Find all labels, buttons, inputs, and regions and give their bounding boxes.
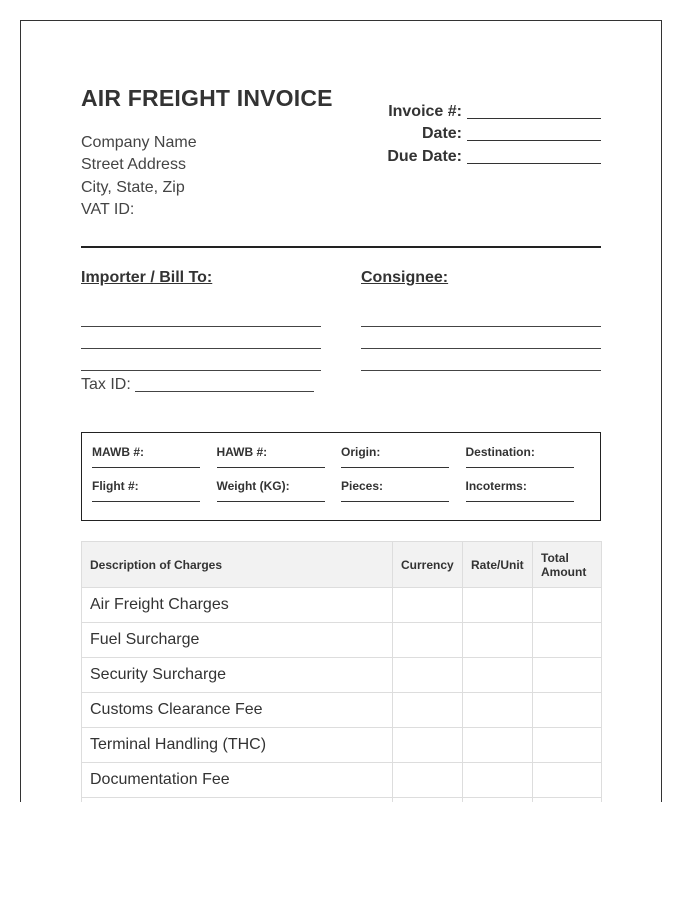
pieces-cell bbox=[341, 479, 449, 502]
charge-total-cell[interactable] bbox=[533, 728, 602, 763]
hawb-cell bbox=[217, 445, 325, 468]
flight-label: Flight #: bbox=[92, 479, 139, 493]
invoice-number-label: Invoice #: bbox=[388, 102, 462, 120]
weight-field[interactable] bbox=[217, 493, 325, 502]
charge-total-cell[interactable] bbox=[533, 658, 602, 693]
table-row bbox=[82, 658, 602, 693]
company-vat: VAT ID: bbox=[81, 200, 135, 218]
tax-id-row bbox=[81, 376, 314, 394]
due-date-field[interactable] bbox=[467, 148, 601, 164]
weight-cell bbox=[217, 479, 325, 502]
mawb-label: MAWB #: bbox=[92, 445, 144, 459]
shipment-details-box bbox=[81, 432, 601, 521]
charge-currency-cell[interactable] bbox=[393, 728, 463, 763]
mawb-cell bbox=[92, 445, 200, 468]
charge-total-cell[interactable] bbox=[533, 798, 602, 803]
charge-currency-cell[interactable] bbox=[393, 693, 463, 728]
destination-cell bbox=[466, 445, 574, 468]
importer-block bbox=[81, 269, 321, 371]
incoterms-field[interactable] bbox=[466, 493, 574, 502]
charge-rate-cell[interactable] bbox=[463, 693, 533, 728]
charge-rate-cell[interactable] bbox=[463, 728, 533, 763]
table-row bbox=[82, 588, 602, 623]
origin-field[interactable] bbox=[341, 459, 449, 468]
charge-currency-cell[interactable] bbox=[393, 623, 463, 658]
table-row bbox=[82, 623, 602, 658]
charge-currency-cell[interactable] bbox=[393, 763, 463, 798]
charges-header-row bbox=[82, 542, 602, 588]
consignee-line-3[interactable] bbox=[361, 349, 601, 371]
table-row bbox=[82, 798, 602, 803]
charge-description: Customs Clearance Fee bbox=[82, 693, 393, 728]
importer-line-3[interactable] bbox=[81, 349, 321, 371]
importer-heading: Importer / Bill To: bbox=[81, 269, 213, 286]
charge-total-cell[interactable] bbox=[533, 693, 602, 728]
incoterms-cell bbox=[466, 479, 574, 502]
tax-id-field[interactable] bbox=[135, 376, 314, 392]
company-block bbox=[81, 132, 197, 221]
charges-table bbox=[81, 541, 602, 802]
charge-rate-cell[interactable] bbox=[463, 658, 533, 693]
charge-description: Documentation Fee bbox=[82, 763, 393, 798]
charge-currency-cell[interactable] bbox=[393, 658, 463, 693]
invoice-sheet bbox=[20, 20, 662, 802]
table-row bbox=[82, 763, 602, 798]
table-row bbox=[82, 693, 602, 728]
importer-line-1[interactable] bbox=[81, 305, 321, 327]
destination-label: Destination: bbox=[465, 445, 535, 459]
invoice-date-field[interactable] bbox=[467, 125, 601, 141]
charge-rate-cell[interactable] bbox=[463, 588, 533, 623]
header-rate: Rate/Unit bbox=[463, 542, 533, 588]
header-description: Description of Charges bbox=[82, 542, 393, 588]
company-city: City, State, Zip bbox=[81, 178, 185, 196]
destination-field[interactable] bbox=[466, 459, 574, 468]
hawb-label: HAWB #: bbox=[216, 445, 268, 459]
charge-total-cell[interactable] bbox=[533, 588, 602, 623]
weight-label: Weight (KG): bbox=[216, 479, 290, 493]
importer-line-2[interactable] bbox=[81, 327, 321, 349]
flight-cell bbox=[92, 479, 200, 502]
invoice-date-row bbox=[341, 121, 601, 144]
header-total: Total Amount bbox=[533, 542, 602, 588]
consignee-heading: Consignee: bbox=[361, 269, 449, 286]
charge-total-cell[interactable] bbox=[533, 623, 602, 658]
invoice-number-row bbox=[341, 98, 601, 121]
charge-description-empty[interactable] bbox=[82, 798, 393, 803]
charge-currency-cell[interactable] bbox=[393, 798, 463, 803]
company-name: Company Name bbox=[81, 134, 197, 151]
table-row bbox=[82, 728, 602, 763]
incoterms-label: Incoterms: bbox=[465, 479, 527, 493]
consignee-block bbox=[361, 269, 601, 371]
company-street: Street Address bbox=[81, 156, 186, 174]
charge-currency-cell[interactable] bbox=[393, 588, 463, 623]
header-currency: Currency bbox=[393, 542, 463, 588]
consignee-line-2[interactable] bbox=[361, 327, 601, 349]
due-date-row bbox=[341, 143, 601, 166]
charge-description: Air Freight Charges bbox=[82, 588, 393, 623]
pieces-field[interactable] bbox=[341, 493, 449, 502]
charge-total-cell[interactable] bbox=[533, 763, 602, 798]
invoice-meta bbox=[341, 98, 601, 166]
invoice-date-label: Date: bbox=[421, 125, 462, 142]
charge-description: Security Surcharge bbox=[82, 658, 393, 693]
tax-id-label: Tax ID: bbox=[81, 376, 131, 393]
origin-cell bbox=[341, 445, 449, 468]
consignee-line-1[interactable] bbox=[361, 305, 601, 327]
charge-rate-cell[interactable] bbox=[463, 623, 533, 658]
hawb-field[interactable] bbox=[217, 459, 325, 468]
header-divider bbox=[81, 246, 601, 248]
origin-label: Origin: bbox=[341, 445, 381, 459]
charge-description: Fuel Surcharge bbox=[82, 623, 393, 658]
invoice-number-field[interactable] bbox=[467, 103, 601, 119]
mawb-field[interactable] bbox=[92, 459, 200, 468]
invoice-title: AIR FREIGHT INVOICE bbox=[81, 85, 333, 111]
charge-rate-cell[interactable] bbox=[463, 798, 533, 803]
due-date-label: Due Date: bbox=[387, 147, 462, 165]
charge-rate-cell[interactable] bbox=[463, 763, 533, 798]
pieces-label: Pieces: bbox=[341, 479, 384, 493]
flight-field[interactable] bbox=[92, 493, 200, 502]
charge-description: Terminal Handling (THC) bbox=[82, 728, 393, 763]
